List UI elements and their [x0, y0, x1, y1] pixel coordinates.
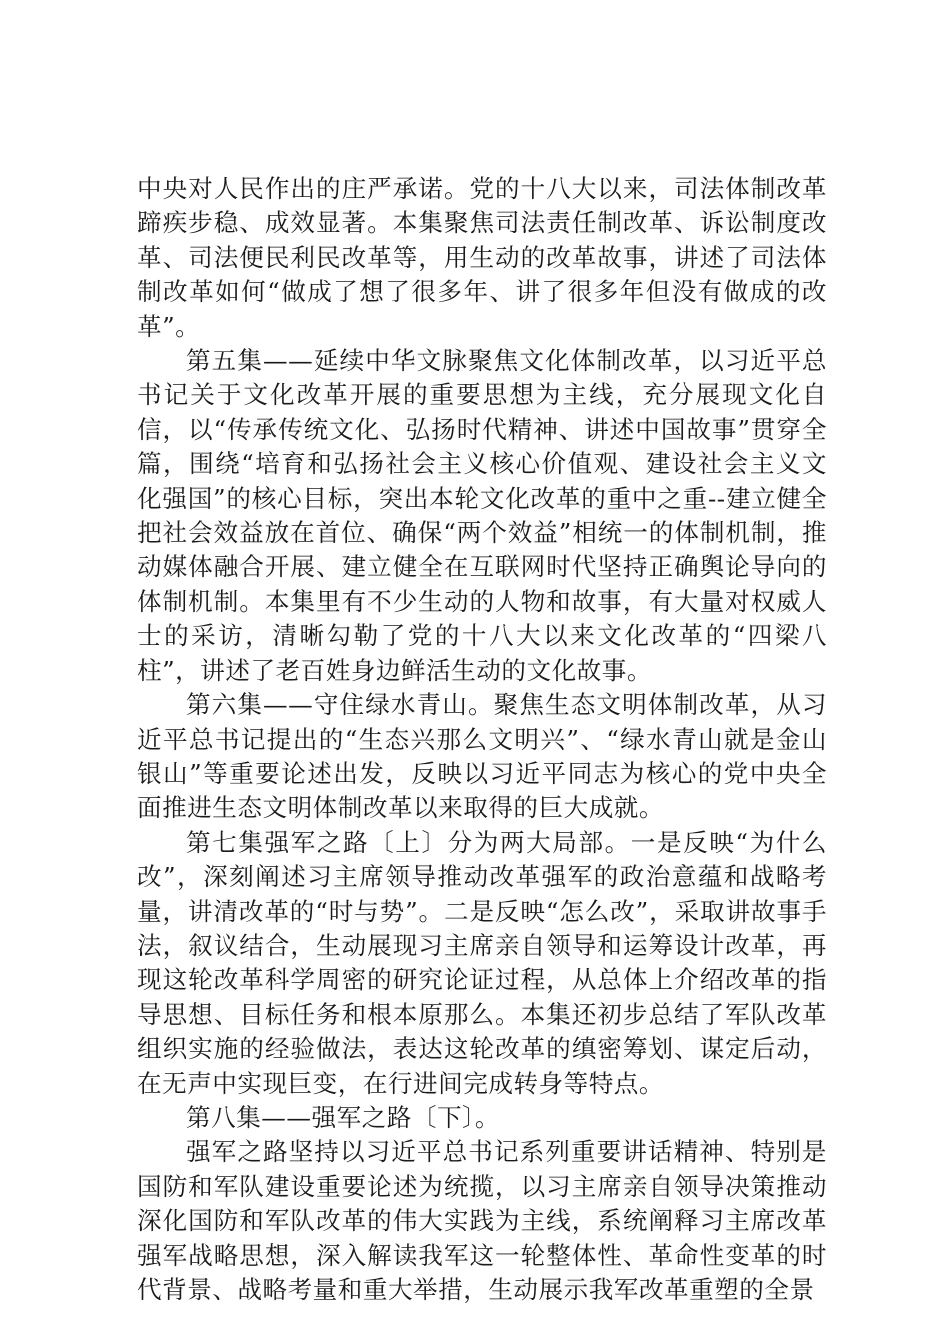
paragraph-episode-5: 第五集——延续中华文脉聚焦文化体制改革，以习近平总书记关于文化改革开展的重要思想为主线，充分展现文化自信，以“传承传统文化、弘扬时代精神、讲述中国故事”贯穿全篇，围绕“培育和弘扬社会主义核心价值观、建设社会主义文化强国”的核心目标，突出本轮文化改革的重中之重--建立健全把社会效益放在首位、确保“两个效益”相统一的体制机制，推动媒体融合开展、建立健全在互联网时代坚持正确舆论导向的体制机制。本集里有不少生动的人物和故事，有大量对权威人士的采访，清晰勾勒了党的十八大以来文化改革的“四梁八柱”，讲述了老百姓身边鲜活生动的文化故事。 — [137, 346, 827, 685]
paragraph-episode-6: 第六集——守住绿水青山。聚焦生态文明体制改革，从习近平总书记提出的“生态兴那么文明兴”、“绿水青山就是金山银山”等重要论述出发，反映以习近平同志为核心的党中央全面推进生态文明体制改革以来取得的巨大成就。 — [137, 690, 827, 823]
paragraph-episode-8-body: 强军之路坚持以习近平总书记系列重要讲话精神、特别是国防和军队建设重要论述为统揽，以习主席亲自领导决策推动深化国防和军队改革的伟大实践为主线，系统阐释习主席改革强军战略思想，深入解读我军这一轮整体性、革命性变革的时代背景、战略考量和重大举措，生动展示我军改革重塑的全景 — [137, 1137, 827, 1304]
paragraph-judicial-reform-continued: 中央对人民作出的庄严承诺。党的十八大以来，司法体制改革蹄疾步稳、成效显著。本集聚焦司法责任制改革、诉讼制度改革、司法便民利民改革等，用生动的改革故事，讲述了司法体制改革如何“做成了想了很多年、讲了很多年但没有做成的改革”。 — [137, 174, 827, 341]
paragraph-episode-7: 第七集强军之路〔上〕分为两大局部。一是反映“为什么改”，深刻阐述习主席领导推动改革强军的政治意蕴和战略考量，讲清改革的“时与势”。二是反映“怎么改”，采取讲故事手法，叙议结合，生动展现习主席亲自领导和运筹设计改革，再现这轮改革科学周密的研究论证过程，从总体上介绍改革的指导思想、目标任务和根本原那么。本集还初步总结了军队改革组织实施的经验做法，表达这轮改革的缜密筹划、谋定后动，在无声中实现巨变，在行进间完成转身等特点。 — [137, 827, 827, 1098]
paragraph-episode-8-title: 第八集——强军之路〔下〕。 — [186, 1102, 500, 1132]
document-body — [137, 172, 827, 1307]
